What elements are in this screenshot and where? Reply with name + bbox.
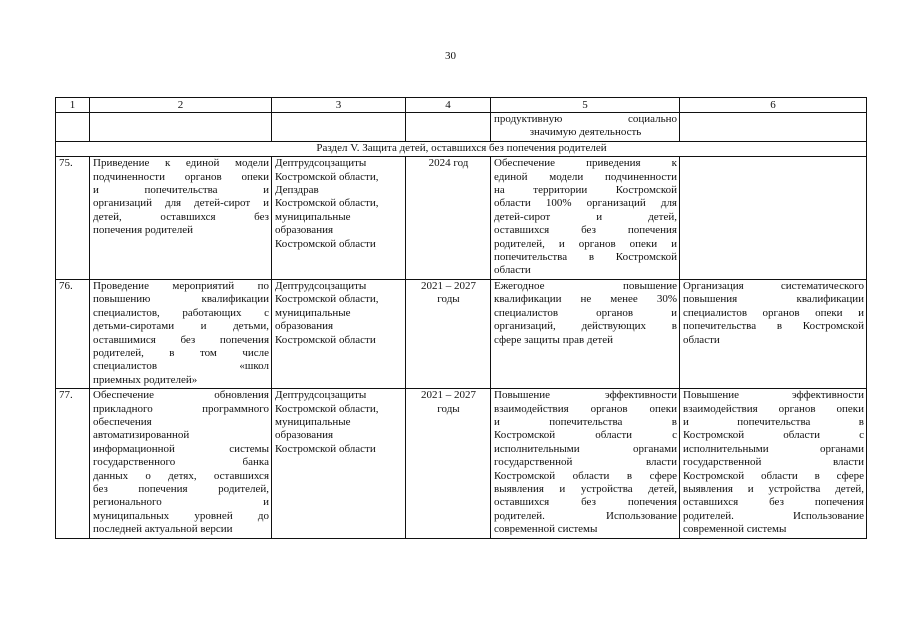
empty-cell xyxy=(90,113,272,142)
cell-line: значимую деятельность xyxy=(529,126,642,139)
cell-line: Повышение эффективности xyxy=(683,389,864,402)
cell-line: современной системы xyxy=(683,523,787,536)
continuation-result-cell xyxy=(491,113,680,142)
cell-line: данных о детях, оставшихся xyxy=(93,469,269,482)
cell-line: Повышение эффективности xyxy=(494,389,677,402)
cell-line: без попечения родителей, xyxy=(93,482,269,495)
cell-line: специалистов органов и xyxy=(494,306,677,319)
cell-line: повышению квалификации xyxy=(93,293,269,306)
column-number: 2 xyxy=(90,98,272,113)
cell-line: родителей. Использование xyxy=(683,509,864,522)
empty-cell xyxy=(680,113,867,142)
plan-table xyxy=(55,97,867,539)
cell-line: муниципальные xyxy=(275,306,351,319)
cell-line: области xyxy=(494,264,531,277)
section-row xyxy=(56,141,867,156)
table-row xyxy=(56,279,867,388)
cell-line: муниципальные xyxy=(275,415,351,428)
cell-line: родителей, и органов опеки и xyxy=(494,237,677,250)
cell-line: организаций, действующих в xyxy=(494,320,677,333)
cell-line: Костромской области xyxy=(275,237,376,250)
cell-line: Дептрудсоцзащиты xyxy=(275,157,367,170)
cell-line: и попечительства и xyxy=(93,184,269,197)
cell-line: взаимодействия органов опеки xyxy=(683,402,864,415)
measure-cell xyxy=(90,389,272,538)
cell-line: Обеспечение приведения к xyxy=(494,157,677,170)
cell-line: государственного банка xyxy=(93,456,269,469)
cell-line: муниципальные xyxy=(275,210,351,223)
column-number: 1 xyxy=(56,98,90,113)
table-row xyxy=(56,157,867,280)
cell-line: и попечительства в xyxy=(494,415,677,428)
cell-line: Костромской области xyxy=(275,333,376,346)
page-number: 30 xyxy=(445,50,456,62)
cell-line: детей, оставшихся без xyxy=(93,210,269,223)
cell-line: выявления и устройства детей, xyxy=(494,482,677,495)
executors-cell xyxy=(272,157,406,280)
cell-line: сфере защиты прав детей xyxy=(494,333,613,346)
deadline-cell: 2021 – 2027 годы xyxy=(406,389,491,538)
measure-rows xyxy=(56,157,867,538)
result-cell xyxy=(491,279,680,388)
cell-line: образования xyxy=(275,429,334,442)
cell-line: Костромской области в сфере xyxy=(683,469,864,482)
cell-line: оставшихся без попечения xyxy=(683,496,864,509)
row-number: 76. xyxy=(56,279,90,388)
cell-line: Обеспечение обновления xyxy=(93,389,269,402)
cell-line: оставшихся без попечения xyxy=(494,496,677,509)
cell-line: на территории Костромской xyxy=(494,184,677,197)
cell-line: автоматизированной xyxy=(93,429,190,442)
cell-line: попечительства в Костромской xyxy=(494,251,677,264)
cell-line: и попечительства в xyxy=(683,415,864,428)
column-number: 3 xyxy=(272,98,406,113)
cell-line: продуктивную социально xyxy=(494,113,677,125)
cell-line: последней актуальной версии xyxy=(93,523,233,536)
empty-cell xyxy=(272,113,406,142)
deadline-cell: 2024 год xyxy=(406,157,491,280)
cell-line: Костромской области xyxy=(275,442,376,455)
cell-line: области xyxy=(683,333,720,346)
result-cell xyxy=(491,157,680,280)
cell-line: информационной системы xyxy=(93,442,269,455)
cell-line: единой модели подчиненности xyxy=(494,170,677,183)
cell-line: специалистов органов опеки и xyxy=(683,306,864,319)
cell-line: Дептрудсоцзащиты xyxy=(275,389,367,402)
cell-line: оставшимися без попечения xyxy=(93,333,269,346)
cell-line: родителей. Использование xyxy=(494,509,677,522)
cell-line: Проведение мероприятий по xyxy=(93,279,269,292)
result-cell xyxy=(491,389,680,538)
cell-line: исполнительными органами xyxy=(494,442,677,455)
outcome-cell xyxy=(680,389,867,538)
table-row xyxy=(56,389,867,538)
cell-line: Приведение к единой модели xyxy=(93,157,269,170)
deadline-cell: 2021 – 2027 годы xyxy=(406,279,491,388)
measure-cell xyxy=(90,279,272,388)
section-title: Раздел V. Защита детей, оставшихся без попечения родителей xyxy=(56,141,867,156)
cell-line: Депздрав xyxy=(275,184,319,197)
cell-line: родителей, в том числе xyxy=(93,346,269,359)
cell-line: приемных родителей» xyxy=(93,373,198,386)
row-number: 77. xyxy=(56,389,90,538)
cell-line: Костромской области, xyxy=(275,293,379,306)
cell-line: регионального и xyxy=(93,496,269,509)
cell-line: выявления и устройства детей, xyxy=(683,482,864,495)
cell-line: государственной власти xyxy=(494,456,677,469)
continuation-row xyxy=(56,113,867,142)
outcome-cell xyxy=(680,157,867,280)
cell-line: Дептрудсоцзащиты xyxy=(275,279,367,292)
cell-line: специалистов «школ xyxy=(93,360,269,373)
cell-line: области 100% организаций для xyxy=(494,197,677,210)
cell-line: попечения родителей xyxy=(93,224,193,237)
cell-line: Костромской области в сфере xyxy=(494,469,677,482)
cell-line: Организация систематического xyxy=(683,279,864,292)
executors-cell xyxy=(272,279,406,388)
column-number-row xyxy=(56,98,867,113)
cell-line: Костромской области, xyxy=(275,402,379,415)
cell-line: Костромской области, xyxy=(275,170,379,183)
cell-line: повышения квалификации xyxy=(683,293,864,306)
cell-line: образования xyxy=(275,320,334,333)
column-number: 6 xyxy=(680,98,867,113)
cell-line: обеспечения xyxy=(93,415,152,428)
cell-line: исполнительными органами xyxy=(683,442,864,455)
cell-line: образования xyxy=(275,224,334,237)
column-number: 5 xyxy=(491,98,680,113)
cell-line: детьми-сиротами и детьми, xyxy=(93,320,269,333)
cell-line: попечительства в Костромской xyxy=(683,320,864,333)
measure-cell xyxy=(90,157,272,280)
empty-cell xyxy=(406,113,491,142)
cell-line: Ежегодное повышение xyxy=(494,279,677,292)
outcome-cell xyxy=(680,279,867,388)
cell-line: прикладного программного xyxy=(93,402,269,415)
cell-line: государственной власти xyxy=(683,456,864,469)
cell-line: Костромской области с xyxy=(683,429,864,442)
cell-line: Костромской области, xyxy=(275,197,379,210)
cell-line: оставшихся без попечения xyxy=(494,224,677,237)
cell-line: взаимодействия органов опеки xyxy=(494,402,677,415)
cell-line: детей-сирот и детей, xyxy=(494,210,677,223)
cell-line: специалистов, работающих с xyxy=(93,306,269,319)
cell-line: Костромской области с xyxy=(494,429,677,442)
row-number: 75. xyxy=(56,157,90,280)
cell-line: квалификации не менее 30% xyxy=(494,293,677,306)
executors-cell xyxy=(272,389,406,538)
cell-line: подчиненности органов опеки xyxy=(93,170,269,183)
cell-line: современной системы xyxy=(494,523,598,536)
column-number: 4 xyxy=(406,98,491,113)
cell-line: муниципальных уровней до xyxy=(93,509,269,522)
empty-cell xyxy=(56,113,90,142)
cell-line: организаций для детей-сирот и xyxy=(93,197,269,210)
